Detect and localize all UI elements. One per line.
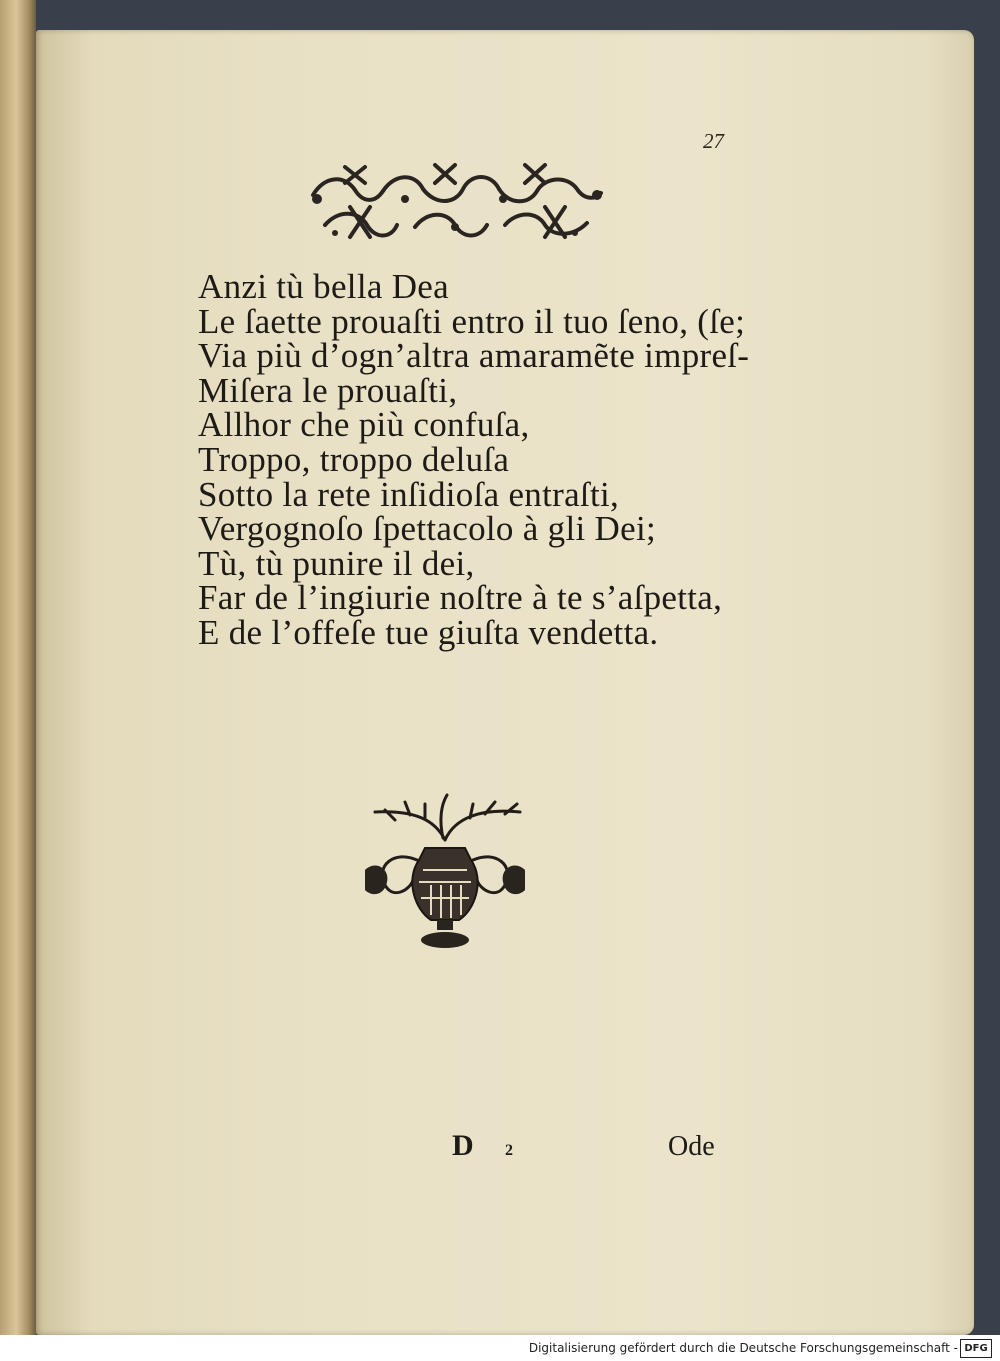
- vase-ornament-icon: [355, 790, 535, 960]
- verse-line: Vergognoſo ſpettacolo à gli Dei;: [198, 509, 657, 549]
- verse-line: Anzi tù bella Dea: [198, 267, 449, 306]
- catchword: Ode: [668, 1131, 715, 1162]
- verse-line: Via più d’ogn’altra amaramẽte impreſ-: [198, 336, 750, 376]
- poem-verse: [198, 267, 818, 652]
- verse-line: Allhor che più confuſa,: [198, 405, 530, 445]
- digitization-footer: [0, 1335, 1000, 1361]
- verse-line: Sotto la rete inſidioſa entraſti,: [198, 474, 620, 514]
- verse-line: E de l’offeſe tue giuſta vendetta.: [198, 612, 659, 652]
- dfg-logo-icon: DFG: [960, 1339, 992, 1358]
- verse-line: Tù, tù punire il dei,: [198, 543, 475, 583]
- facing-page-edge: [0, 0, 36, 1335]
- page-number: 27: [703, 129, 724, 153]
- signature-number: 2: [505, 1142, 513, 1159]
- verse-line: Troppo, troppo deluſa: [198, 439, 510, 479]
- verse-line: Miſera le prouaſti,: [198, 370, 458, 410]
- funding-credit: Digitalisierung gefördert durch die Deutsche Forschungsgemeinschaft -: [528, 1341, 958, 1355]
- verse-line: Far de l’ingiurie noſtre à te s’aſpetta,: [198, 578, 723, 618]
- verse-line: Le ſaette prouaſti entro il tuo ſeno, (ſe;: [198, 301, 746, 341]
- printer-signature: D: [452, 1129, 474, 1162]
- ornamental-header-band: [305, 155, 608, 243]
